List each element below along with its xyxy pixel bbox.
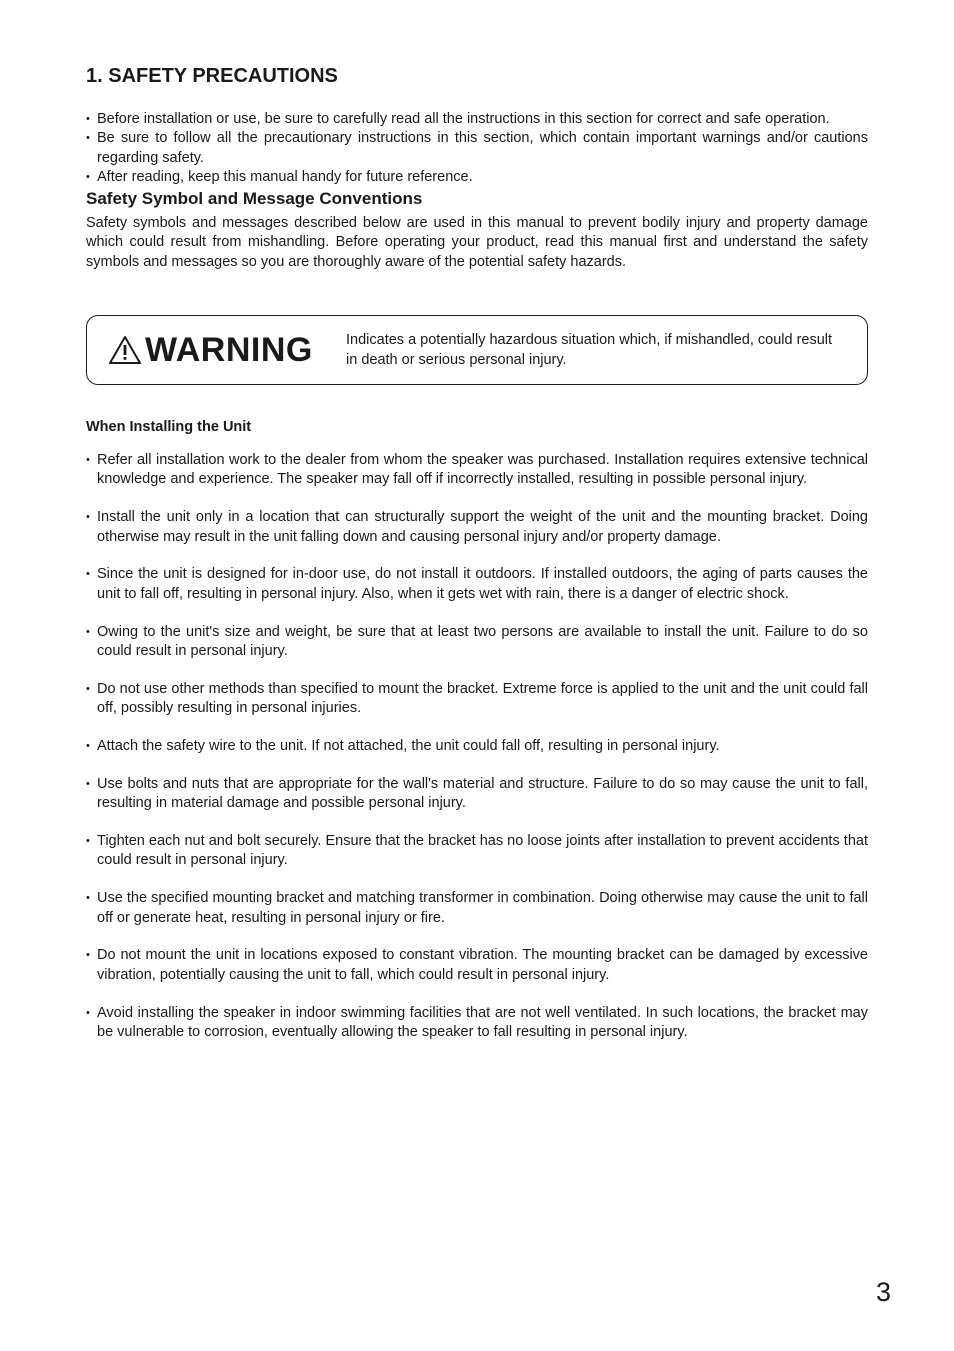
conventions-heading: Safety Symbol and Message Conventions bbox=[86, 189, 423, 209]
list-item: • Refer all installation work to the dealer from whom the speaker was purchased. Installation requires extensive technical knowledge and experience. The speaker may fall off if incorrectly installed, resulting in possible personal injury. bbox=[86, 451, 868, 490]
intro-bullet: • Be sure to follow all the precautionary instructions in this section, which contain important warnings and/or cautions regarding safety. bbox=[86, 129, 868, 168]
list-item: • Install the unit only in a location that can structurally support the weight of the unit and the mounting bracket. Doing otherwise may result in the unit falling down and causing personal injury and/or property damage. bbox=[86, 508, 868, 547]
page-title: 1. SAFETY PRECAUTIONS bbox=[86, 65, 338, 87]
conventions-body: Safety symbols and messages described below are used in this manual to prevent bodily injury and property damage which could result from mishandling. Before operating your product, read this manual first and understand the safety symbols and messages so you are thoroughly aware of the potential safety hazards. bbox=[86, 215, 868, 270]
list-item: • Use the specified mounting bracket and matching transformer in combination. Doing otherwise may cause the unit to fall off or generate heat, resulting in personal injury or fire. bbox=[86, 889, 868, 928]
list-item: • Do not mount the unit in locations exposed to constant vibration. The mounting bracket can be damaged by excessive vibration, potentially causing the unit to fall, which could result in personal injury. bbox=[86, 946, 868, 985]
warning-label: WARNING bbox=[145, 331, 313, 370]
warning-box bbox=[86, 315, 868, 385]
list-item: • Do not use other methods than specified to mount the bracket. Extreme force is applied to the unit and the unit could fall off, possibly resulting in personal injuries. bbox=[86, 680, 868, 719]
installing-bullet-list bbox=[86, 451, 868, 1042]
warning-description: Indicates a potentially hazardous situation which, if mishandled, could result in death or serious personal injury. bbox=[346, 332, 833, 369]
list-item: • Since the unit is designed for in-door use, do not install it outdoors. If installed outdoors, the aging of parts causes the unit to fall off, resulting in personal injury. Also, when it gets wet with rain, there is a danger of electric shock. bbox=[86, 565, 868, 604]
intro-bullet: • After reading, keep this manual handy for future reference. bbox=[86, 168, 868, 187]
intro-bullet-list bbox=[86, 110, 868, 187]
list-item: • Attach the safety wire to the unit. If not attached, the unit could fall off, resulting in personal injury. bbox=[86, 737, 868, 756]
warning-triangle-icon bbox=[107, 334, 143, 366]
intro-bullet: • Before installation or use, be sure to carefully read all the instructions in this section for correct and safe operation. bbox=[86, 110, 868, 129]
installing-heading: When Installing the Unit bbox=[86, 419, 252, 436]
list-item: • Use bolts and nuts that are appropriate for the wall's material and structure. Failure to do so may cause the unit to fall, resulting in material damage and possible personal injury. bbox=[86, 775, 868, 814]
list-item: • Owing to the unit's size and weight, be sure that at least two persons are available to install the unit. Failure to do so could result in personal injury. bbox=[86, 623, 868, 662]
list-item: • Tighten each nut and bolt securely. Ensure that the bracket has no loose joints after installation to prevent accidents that could result in personal injury. bbox=[86, 832, 868, 871]
page-content bbox=[86, 60, 868, 1061]
warning-label-group bbox=[87, 330, 346, 370]
page-number: 3 bbox=[876, 1277, 892, 1307]
list-item: • Avoid installing the speaker in indoor swimming facilities that are not well ventilated. In such locations, the bracket may be vulnerable to corrosion, eventually allowing the speaker to fall resulting in personal injury. bbox=[86, 1004, 868, 1043]
